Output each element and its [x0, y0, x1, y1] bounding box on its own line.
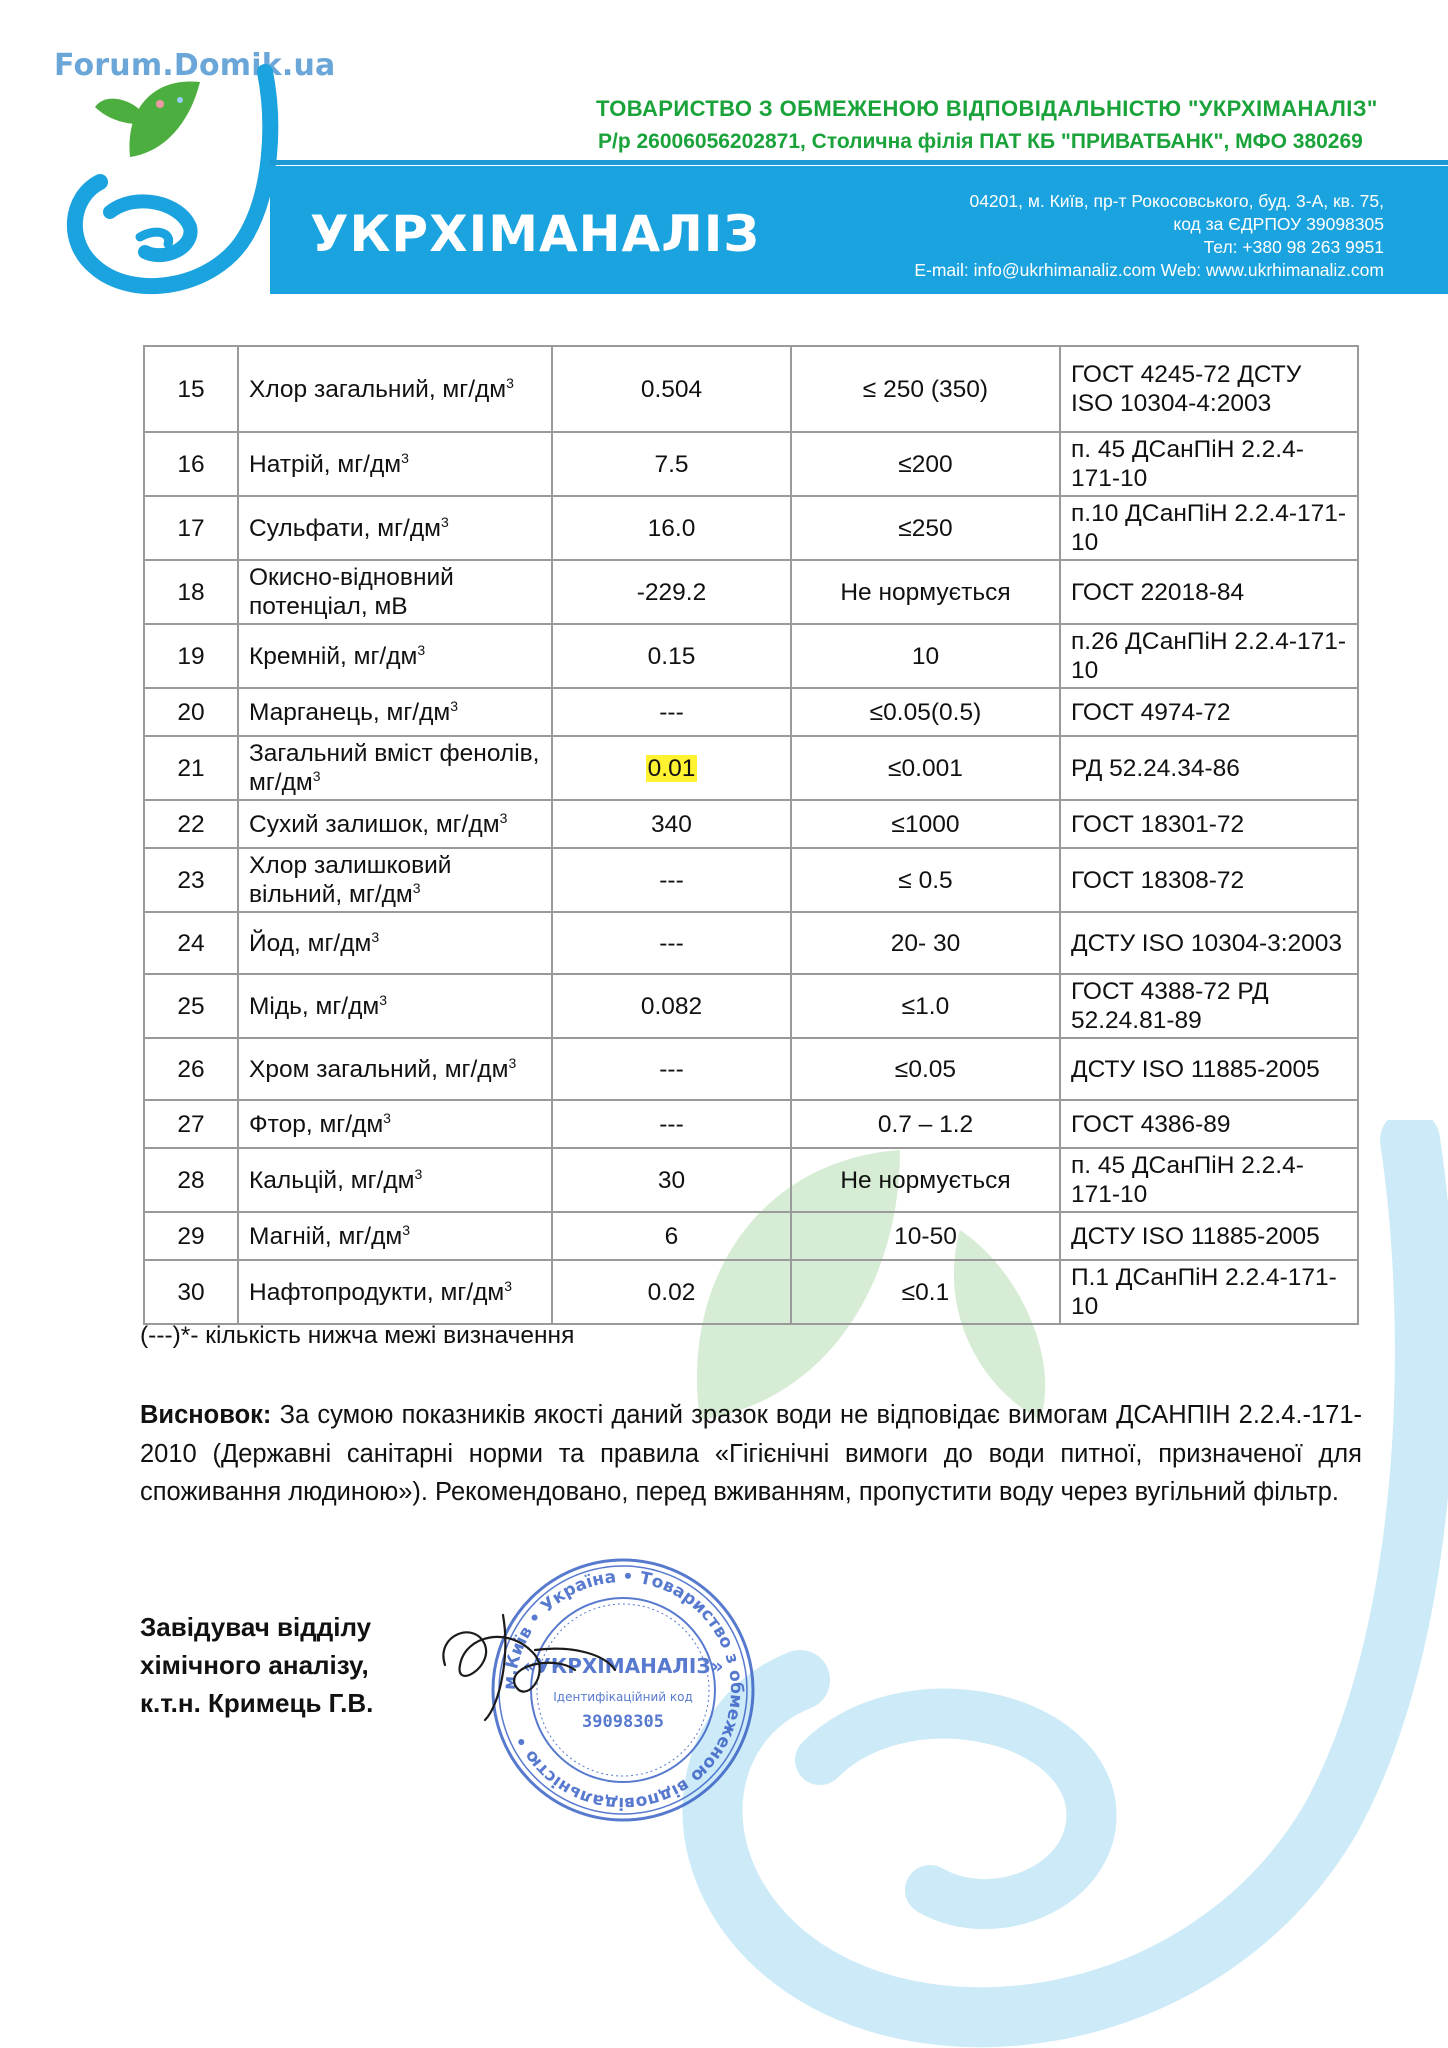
brand-name: УКРХІМАНАЛІЗ — [310, 205, 760, 263]
method-reference-text: ГОСТ 4974-72 — [1071, 698, 1231, 726]
indicator-name-text: Магній, мг/дм — [249, 1222, 403, 1250]
row-number-text: 23 — [177, 866, 205, 894]
method-reference — [1060, 1212, 1358, 1260]
row-number — [144, 848, 238, 912]
indicator-name-text: Йод, мг/дм — [249, 929, 372, 957]
unit-superscript: 3 — [402, 1221, 411, 1238]
table-row — [144, 346, 1358, 432]
unit-superscript: 3 — [504, 1277, 513, 1294]
unit-superscript: 3 — [412, 879, 421, 896]
row-number-text: 28 — [177, 1166, 205, 1194]
signatory-department: хімічного аналізу, — [140, 1650, 369, 1680]
table-row — [144, 736, 1358, 800]
method-reference-text: ДСТУ ISO 11885-2005 — [1071, 1222, 1320, 1250]
highlighted-result: 0.01 — [647, 754, 696, 782]
result-value-text: 16.0 — [647, 514, 696, 542]
row-number — [144, 1260, 238, 1324]
row-number-text: 29 — [177, 1222, 205, 1250]
conclusion-label: Висновок: — [140, 1401, 272, 1429]
method-reference-text: ГОСТ 4388-72 РД 52.24.81-89 — [1071, 978, 1269, 1034]
norm-value-text: ≤ 0.5 — [898, 866, 953, 894]
norm-value-text: 20- 30 — [890, 929, 961, 957]
norm-value — [791, 912, 1060, 974]
unit-superscript: 3 — [508, 1054, 517, 1071]
method-reference-text: ДСТУ ISO 11885-2005 — [1071, 1055, 1320, 1083]
company-full-name: ТОВАРИСТВО З ОБМЕЖЕНОЮ ВІДПОВІДАЛЬНІСТЮ "УКРХІМАНАЛІЗ" — [596, 96, 1378, 121]
unit-superscript: 3 — [312, 767, 321, 784]
table-row — [144, 1212, 1358, 1260]
row-number — [144, 1148, 238, 1212]
table-row — [144, 912, 1358, 974]
method-reference — [1060, 1148, 1358, 1212]
unit-superscript: 3 — [379, 991, 388, 1008]
norm-value-text: ≤0.1 — [901, 1278, 950, 1306]
indicator-name-text: Хлор залишковий вільний, мг/дм — [249, 852, 452, 908]
edrpou-line: код за ЄДРПОУ 39098305 — [1173, 214, 1384, 234]
method-reference-text: ДСТУ ISO 10304-3:2003 — [1071, 929, 1343, 957]
result-value-text: --- — [659, 929, 684, 957]
indicator-name — [238, 346, 552, 432]
table-row — [144, 1038, 1358, 1100]
norm-value — [791, 560, 1060, 624]
indicator-name — [238, 1038, 552, 1100]
indicator-name — [238, 1100, 552, 1148]
row-number-text: 20 — [177, 698, 205, 726]
method-reference-text: ГОСТ 4245-72 ДСТУ ISO 10304-4:2003 — [1071, 361, 1302, 417]
indicator-name-text: Фтор, мг/дм — [249, 1110, 384, 1138]
table-row — [144, 1260, 1358, 1324]
indicator-name — [238, 800, 552, 848]
table-row — [144, 1100, 1358, 1148]
row-number — [144, 560, 238, 624]
row-number — [144, 912, 238, 974]
method-reference — [1060, 736, 1358, 800]
unit-superscript: 3 — [371, 928, 380, 945]
table-row — [144, 624, 1358, 688]
indicator-name-text: Сухий залишок, мг/дм — [249, 810, 500, 838]
unit-superscript: 3 — [450, 697, 459, 714]
row-number-text: 18 — [177, 578, 205, 606]
result-value — [552, 688, 791, 736]
norm-value — [791, 432, 1060, 496]
banner-stripe — [270, 160, 1448, 165]
row-number — [144, 496, 238, 560]
row-number — [144, 1038, 238, 1100]
norm-value — [791, 1212, 1060, 1260]
table-row — [144, 496, 1358, 560]
result-value-text: 7.5 — [654, 450, 689, 478]
norm-value — [791, 624, 1060, 688]
row-number-text: 24 — [177, 929, 205, 957]
method-reference — [1060, 346, 1358, 432]
norm-value-text: ≤1000 — [891, 810, 960, 838]
indicator-name — [238, 432, 552, 496]
result-value — [552, 1148, 791, 1212]
row-number-text: 26 — [177, 1055, 205, 1083]
norm-value — [791, 1100, 1060, 1148]
handwritten-signature — [415, 1595, 635, 1735]
indicator-name-text: Натрій, мг/дм — [249, 450, 402, 478]
table-row — [144, 560, 1358, 624]
indicator-name — [238, 560, 552, 624]
analysis-results-table — [143, 345, 1359, 1325]
method-reference-text: п. 45 ДСанПіН 2.2.4-171-10 — [1071, 1152, 1304, 1208]
indicator-name-text: Сульфати, мг/дм — [249, 514, 441, 542]
method-reference-text: п. 45 ДСанПіН 2.2.4-171-10 — [1071, 436, 1304, 492]
row-number — [144, 432, 238, 496]
row-number-text: 15 — [177, 375, 205, 403]
result-value-text: 0.02 — [647, 1278, 696, 1306]
indicator-name — [238, 496, 552, 560]
row-number-text: 19 — [177, 642, 205, 670]
norm-value-text: ≤0.001 — [888, 754, 963, 782]
stamp-center-text: «УКРХІМАНАЛІЗ» — [522, 1654, 724, 1678]
unit-superscript: 3 — [401, 449, 409, 466]
norm-value-text: ≤250 — [898, 514, 953, 542]
norm-value-text: Не нормується — [840, 578, 1011, 606]
result-value — [552, 624, 791, 688]
indicator-name-text: Кремній, мг/дм — [249, 642, 418, 670]
unit-superscript: 3 — [440, 513, 449, 530]
row-number — [144, 736, 238, 800]
method-reference — [1060, 1038, 1358, 1100]
table-row — [144, 1148, 1358, 1212]
result-value — [552, 1260, 791, 1324]
indicator-name-text: Нафтопродукти, мг/дм — [249, 1278, 505, 1306]
conclusion-text: За сумою показників якості даний зразок води не відповідає вимогам ДСАНПІН 2.2.4.-171- 2010 (Державні санітарні норми та правила «Гігієнічні вимоги до води питної, призначеної для споживання людиною»). Рекомендовано, перед вживанням, пропустити воду через вугільний фільтр. — [140, 1401, 1362, 1506]
stamp-ring-text: м.Київ • Україна • Товариство з обмеженою відповідальністю • — [499, 1566, 747, 1814]
method-reference-text: ГОСТ 22018-84 — [1071, 578, 1245, 606]
result-value — [552, 736, 791, 800]
method-reference — [1060, 496, 1358, 560]
method-reference — [1060, 912, 1358, 974]
indicator-name-text: Кальцій, мг/дм — [249, 1166, 415, 1194]
indicator-name — [238, 912, 552, 974]
email-web-line: E-mail: info@ukrhimanaliz.com Web: www.ukrhimanaliz.com — [914, 260, 1384, 280]
result-value-text: -229.2 — [636, 578, 707, 606]
result-value — [552, 560, 791, 624]
table-row — [144, 688, 1358, 736]
footnote: (---)*- кількість нижча межі визначення — [140, 1322, 575, 1349]
method-reference-text: п.10 ДСанПіН 2.2.4-171-10 — [1071, 500, 1347, 556]
norm-value-text: 10 — [911, 642, 940, 670]
method-reference — [1060, 1260, 1358, 1324]
conclusion-paragraph — [140, 1396, 1362, 1512]
indicator-name — [238, 1148, 552, 1212]
norm-value-text: ≤0.05(0.5) — [869, 698, 982, 726]
indicator-name — [238, 688, 552, 736]
method-reference — [1060, 974, 1358, 1038]
result-value — [552, 848, 791, 912]
result-value — [552, 912, 791, 974]
norm-value — [791, 974, 1060, 1038]
result-value — [552, 974, 791, 1038]
result-value-text: 30 — [657, 1166, 686, 1194]
method-reference-text: ГОСТ 18301-72 — [1071, 810, 1245, 838]
norm-value-text: 0.7 – 1.2 — [877, 1110, 974, 1138]
table-row — [144, 432, 1358, 496]
row-number-text: 22 — [177, 810, 205, 838]
result-value-text: 340 — [651, 810, 692, 838]
table-row — [144, 848, 1358, 912]
method-reference-text: ГОСТ 18308-72 — [1071, 866, 1245, 894]
norm-value — [791, 736, 1060, 800]
result-value-text: --- — [659, 866, 684, 894]
norm-value — [791, 848, 1060, 912]
method-reference-text: п.26 ДСанПіН 2.2.4-171-10 — [1071, 628, 1347, 684]
norm-value — [791, 1148, 1060, 1212]
forum-watermark-text: Forum.Domik.ua — [54, 48, 336, 83]
table-row — [144, 800, 1358, 848]
result-value-text: --- — [659, 1110, 684, 1138]
stamp-code: 39098305 — [582, 1712, 664, 1732]
indicator-name-text: Мідь, мг/дм — [249, 992, 380, 1020]
row-number — [144, 1100, 238, 1148]
row-number — [144, 800, 238, 848]
row-number — [144, 974, 238, 1038]
result-value — [552, 800, 791, 848]
method-reference-text: РД 52.24.34-86 — [1071, 754, 1240, 782]
method-reference — [1060, 800, 1358, 848]
address-line: 04201, м. Київ, пр-т Рокосовського, буд. 3-А, кв. 75, — [969, 191, 1384, 211]
row-number — [144, 688, 238, 736]
result-value — [552, 496, 791, 560]
norm-value-text: ≤0.05 — [894, 1055, 957, 1083]
indicator-name — [238, 1212, 552, 1260]
row-number-text: 25 — [177, 992, 205, 1020]
row-number — [144, 624, 238, 688]
unit-superscript: 3 — [417, 641, 426, 658]
method-reference — [1060, 560, 1358, 624]
result-value-text: --- — [659, 698, 684, 726]
norm-value — [791, 1038, 1060, 1100]
method-reference — [1060, 624, 1358, 688]
norm-value-text: ≤ 250 (350) — [862, 375, 989, 403]
unit-superscript: 3 — [499, 809, 508, 826]
method-reference — [1060, 1100, 1358, 1148]
result-value-text: 0.15 — [647, 642, 696, 670]
row-number — [144, 1212, 238, 1260]
norm-value-text: ≤1.0 — [901, 992, 950, 1020]
result-value-text: 0.504 — [640, 375, 703, 403]
contact-block — [914, 190, 1384, 282]
result-value — [552, 346, 791, 432]
indicator-name-text: Хром загальний, мг/дм — [249, 1055, 509, 1083]
unit-superscript: 3 — [414, 1165, 423, 1182]
method-reference — [1060, 432, 1358, 496]
method-reference-text: ГОСТ 4386-89 — [1071, 1110, 1231, 1138]
bank-details: Р/р 26006056202871, Столична філія ПАТ КБ "ПРИВАТБАНК", МФО 380269 — [598, 130, 1363, 153]
norm-value-text: ≤200 — [898, 450, 953, 478]
signatory-block — [140, 1608, 373, 1722]
row-number-text: 30 — [177, 1278, 205, 1306]
unit-superscript: 3 — [506, 374, 514, 391]
norm-value — [791, 688, 1060, 736]
phone-line: Тел: +380 98 263 9951 — [1203, 237, 1384, 257]
result-value-text: --- — [659, 1055, 684, 1083]
indicator-name — [238, 624, 552, 688]
norm-value — [791, 1260, 1060, 1324]
result-value-text: 6 — [664, 1222, 679, 1250]
indicator-name — [238, 1260, 552, 1324]
row-number-text: 16 — [177, 450, 205, 478]
indicator-name — [238, 848, 552, 912]
result-value — [552, 1038, 791, 1100]
method-reference — [1060, 688, 1358, 736]
table-row — [144, 974, 1358, 1038]
indicator-name-text: Марганець, мг/дм — [249, 698, 451, 726]
result-value — [552, 432, 791, 496]
norm-value-text: 10-50 — [894, 1222, 957, 1250]
indicator-name-text: Загальний вміст фенолів, мг/дм — [249, 740, 540, 796]
method-reference-text: П.1 ДСанПіН 2.2.4-171-10 — [1071, 1264, 1337, 1320]
row-number-text: 17 — [177, 514, 205, 542]
row-number-text: 27 — [177, 1110, 205, 1138]
norm-value-text: Не нормується — [840, 1166, 1011, 1194]
indicator-name-text: Окисно-відновний потенціал, мВ — [249, 564, 454, 620]
indicator-name — [238, 974, 552, 1038]
row-number-text: 21 — [177, 754, 205, 782]
norm-value — [791, 346, 1060, 432]
norm-value — [791, 800, 1060, 848]
indicator-name-text: Хлор загальний, мг/дм — [249, 375, 507, 403]
result-value — [552, 1100, 791, 1148]
stamp-sub-text: Ідентифікаційний код — [553, 1690, 693, 1704]
company-logo-icon — [40, 62, 290, 312]
indicator-name — [238, 736, 552, 800]
signatory-position: Завідувач відділу — [140, 1612, 372, 1642]
signatory-name: к.т.н. Кримець Г.В. — [140, 1688, 374, 1718]
result-value-text: 0.082 — [640, 992, 703, 1020]
norm-value — [791, 496, 1060, 560]
method-reference — [1060, 848, 1358, 912]
unit-superscript: 3 — [383, 1109, 391, 1126]
row-number — [144, 346, 238, 432]
result-value — [552, 1212, 791, 1260]
